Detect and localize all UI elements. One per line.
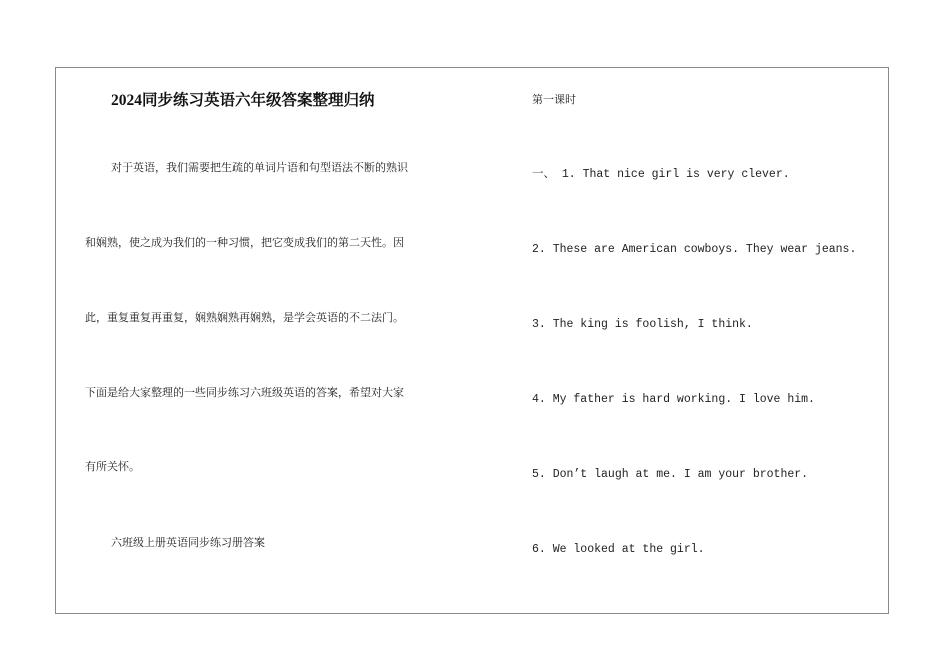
page-border: [55, 67, 889, 614]
answer-line: 5. Don’t laugh at me. I am your brother.: [532, 468, 809, 481]
answer-line: 4. My father is hard working. I love him.: [532, 393, 815, 406]
answer-line: 一、 1. That nice girl is very clever.: [532, 168, 790, 181]
paragraph-line: 有所关怀。: [85, 460, 140, 473]
answer-line: 6. We looked at the girl.: [532, 543, 705, 556]
lesson-heading: 第一课时: [532, 93, 576, 106]
paragraph-line: 此，重复重复再重复，娴熟娴熟再娴熟，是学会英语的不二法门。: [85, 311, 404, 324]
document-title: 2024同步练习英语六年级答案整理归纳: [111, 92, 375, 109]
section-heading: 六班级上册英语同步练习册答案: [111, 536, 265, 549]
paragraph-line: 对于英语，我们需要把生疏的单词片语和句型语法不断的熟识: [111, 161, 408, 174]
answer-line: 3. The king is foolish, I think.: [532, 318, 753, 331]
answer-line: 2. These are American cowboys. They wear jeans.: [532, 243, 857, 256]
paragraph-line: 和娴熟，使之成为我们的一种习惯，把它变成我们的第二天性。因: [85, 236, 404, 249]
paragraph-line: 下面是给大家整理的一些同步练习六班级英语的答案，希望对大家: [85, 386, 404, 399]
